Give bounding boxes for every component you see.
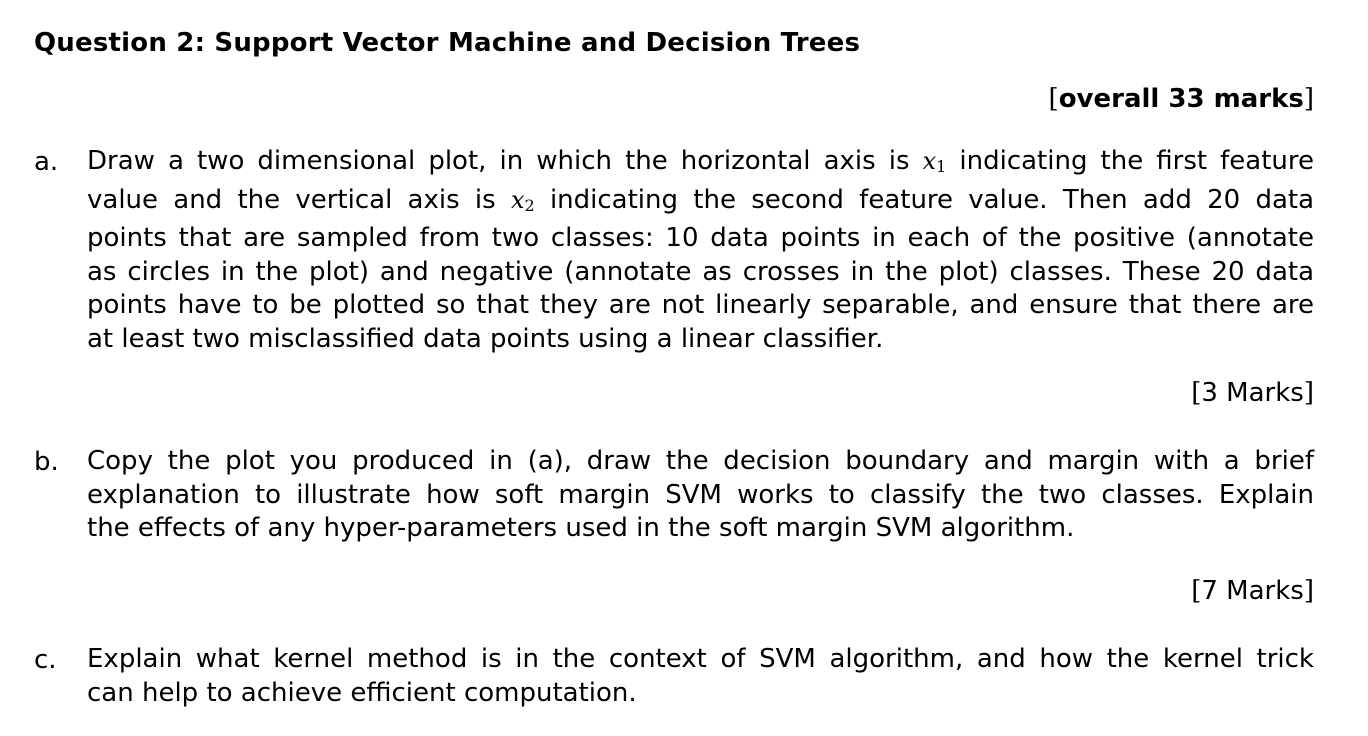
part-a-line-1: Draw a two dimensional plot, in which the horizontal axis is $x_1$ indicating the first feature bbox=[87, 146, 1315, 176]
part-c-line-1: Explain what kernel method is in the context of SVM algorithm, and how the kernel trick bbox=[87, 644, 1314, 674]
part-a-line-4: as circles in the plot) and negative (annotate as crosses in the plot) classes. These 20 data bbox=[87, 256, 1314, 287]
bracket-open: [ bbox=[1048, 84, 1059, 114]
part-a-marks: [3 Marks] bbox=[1191, 378, 1314, 408]
part-c-line-2: can help to achieve efficient computation. bbox=[87, 677, 637, 708]
part-c-text bbox=[87, 643, 1314, 710]
math-x2: $x_2$ bbox=[510, 185, 535, 215]
part-b-label: b. bbox=[34, 447, 59, 477]
part-a-line-2: value and the vertical axis is $x_2$ indicating the second feature value. Then add 20 data bbox=[87, 184, 1315, 215]
part-b-line-1: Copy the plot you produced in (a), draw the decision boundary and margin with a brief bbox=[87, 446, 1314, 476]
part-a-line-3: points that are sampled from two classes: 10 data points in each of the positive (annotate bbox=[87, 223, 1314, 254]
part-b-text bbox=[87, 445, 1314, 546]
question-title: Question 2: Support Vector Machine and Decision Trees bbox=[34, 28, 861, 58]
overall-marks-text: overall 33 marks bbox=[1058, 84, 1304, 114]
part-c bbox=[34, 643, 1314, 718]
bracket-close: ] bbox=[1303, 84, 1314, 114]
overall-marks bbox=[1049, 84, 1314, 114]
part-a-line-5: points have to be plotted so that they are not linearly separable, and ensure that there are bbox=[87, 290, 1314, 321]
part-a-label: a. bbox=[34, 147, 59, 177]
part-b bbox=[34, 445, 1314, 555]
part-a-line-6: at least two misclassified data points using a linear classifier. bbox=[87, 323, 884, 354]
part-a-marks-text: 3 Marks bbox=[1201, 378, 1304, 408]
math-x1: $x_1$ bbox=[922, 147, 947, 176]
part-b-marks: [7 Marks] bbox=[1191, 576, 1314, 606]
part-c-label: c. bbox=[34, 645, 57, 675]
part-b-marks-text: 7 Marks bbox=[1201, 576, 1304, 606]
part-a bbox=[34, 145, 1314, 355]
part-a-text bbox=[87, 145, 1314, 357]
part-b-line-2: explanation to illustrate how soft margin SVM works to classify the two classes. Explain bbox=[87, 479, 1314, 510]
part-b-line-3: the effects of any hyper-parameters used in the soft margin SVM algorithm. bbox=[87, 513, 1075, 544]
